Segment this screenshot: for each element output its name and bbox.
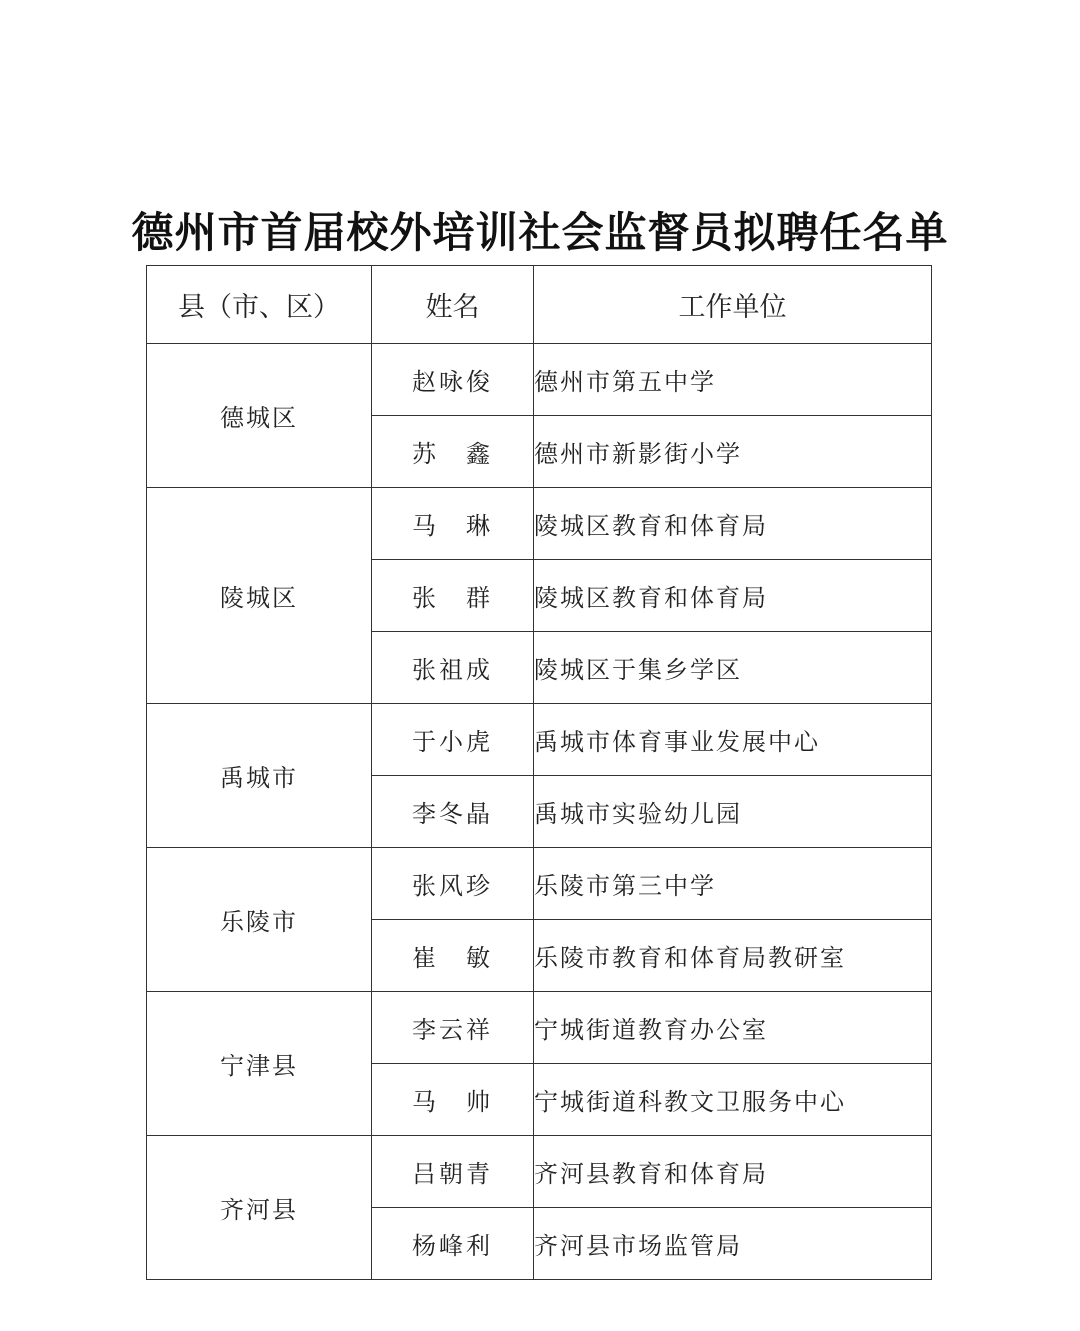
unit-cell: 德州市第五中学 [534,344,932,416]
name-cell: 杨峰利 [372,1208,534,1280]
unit-cell: 宁城街道教育办公室 [534,992,932,1064]
name-cell: 吕朝青 [372,1136,534,1208]
table-row [147,488,932,560]
header-row [147,266,932,344]
name-cell: 马 琳 [372,488,534,560]
name-cell: 崔 敏 [372,920,534,992]
county-cell: 陵城区 [147,488,372,704]
unit-cell: 齐河县市场监管局 [534,1208,932,1280]
name-cell: 李云祥 [372,992,534,1064]
name-cell: 赵咏俊 [372,344,534,416]
unit-cell: 禹城市实验幼儿园 [534,776,932,848]
county-cell: 齐河县 [147,1136,372,1280]
table-row [147,344,932,416]
table-row [147,704,932,776]
unit-cell: 陵城区于集乡学区 [534,632,932,704]
unit-cell: 德州市新影街小学 [534,416,932,488]
unit-cell: 禹城市体育事业发展中心 [534,704,932,776]
name-cell: 于小虎 [372,704,534,776]
unit-cell: 陵城区教育和体育局 [534,560,932,632]
name-cell: 张 群 [372,560,534,632]
name-cell: 马 帅 [372,1064,534,1136]
page-title: 德州市首届校外培训社会监督员拟聘任名单 [131,208,949,257]
table-body [147,344,932,1280]
county-cell: 禹城市 [147,704,372,848]
county-cell: 德城区 [147,344,372,488]
header-county: 县（市、区） [147,266,372,344]
name-cell: 张风珍 [372,848,534,920]
unit-cell: 乐陵市教育和体育局教研室 [534,920,932,992]
unit-cell: 乐陵市第三中学 [534,848,932,920]
county-cell: 乐陵市 [147,848,372,992]
roster-table [146,265,932,1280]
unit-cell: 陵城区教育和体育局 [534,488,932,560]
name-cell: 李冬晶 [372,776,534,848]
name-cell: 张祖成 [372,632,534,704]
header-unit: 工作单位 [534,266,932,344]
unit-cell: 宁城街道科教文卫服务中心 [534,1064,932,1136]
header-name: 姓名 [372,266,534,344]
table-row [147,1136,932,1208]
name-cell: 苏 鑫 [372,416,534,488]
county-cell: 宁津县 [147,992,372,1136]
table-row [147,848,932,920]
table-header [147,266,932,344]
table-row [147,992,932,1064]
unit-cell: 齐河县教育和体育局 [534,1136,932,1208]
